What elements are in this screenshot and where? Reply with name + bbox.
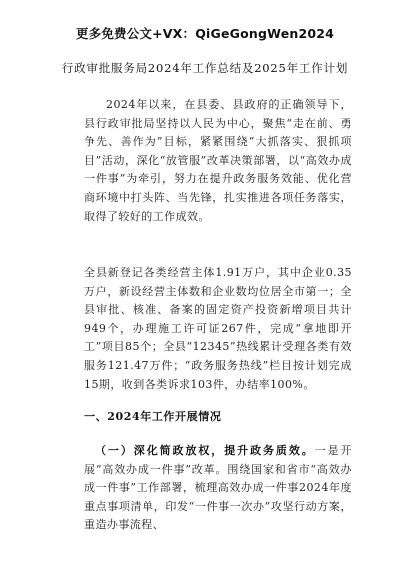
subsection-text: 一是开展“高效办成一件事”改革。围绕国家和省市“高效办成一件事”工作部署，梳理高效办成一件事2024年度重点事项清单，印发“一件事一次办”攻坚行动方案，重造办事流程、 [84,444,352,532]
intro-paragraph: 2024年以来，在县委、县政府的正确领导下，县行政审批局坚持以人民为中心，聚焦“走在前、勇争先、善作为”目标，紧紧围绕“大抓落实、狠抓项目”活动，深化“放管服”改革决策部署，以“高效办成一件事”为牵引，努力在提升政务服务效能、优化营商环境中打头阵、当先锋，扎实推进各项任务落实，取得了较好的工作成效。 [84,98,352,223]
section-heading: 一、2024年工作开展情况 [84,410,222,423]
statistics-paragraph: 全县新登记各类经营主体1.91万户，其中企业0.35万户，新设经营主体数和企业数均位居全市第一；全县审批、核准、备案的固定资产投资新增项目共计949个，办理施工许可证267件，完成“拿地即开工”项目85个；全县“12345”热线累计受理各类有效服务121.47万件；“政务服务热线”栏目按计划完成15期，收到各类诉求103件，办结率100%。 [84,266,352,391]
promo-header-note: 更多免费公文+VX：QiGeGongWen2024 [75,26,335,41]
subsection-lead: （一）深化简政放权，提升政务质效。 [95,444,315,457]
subsection-paragraph [84,442,352,535]
document-title: 行政审批服务局2024年工作总结及2025年工作计划 [61,61,349,75]
